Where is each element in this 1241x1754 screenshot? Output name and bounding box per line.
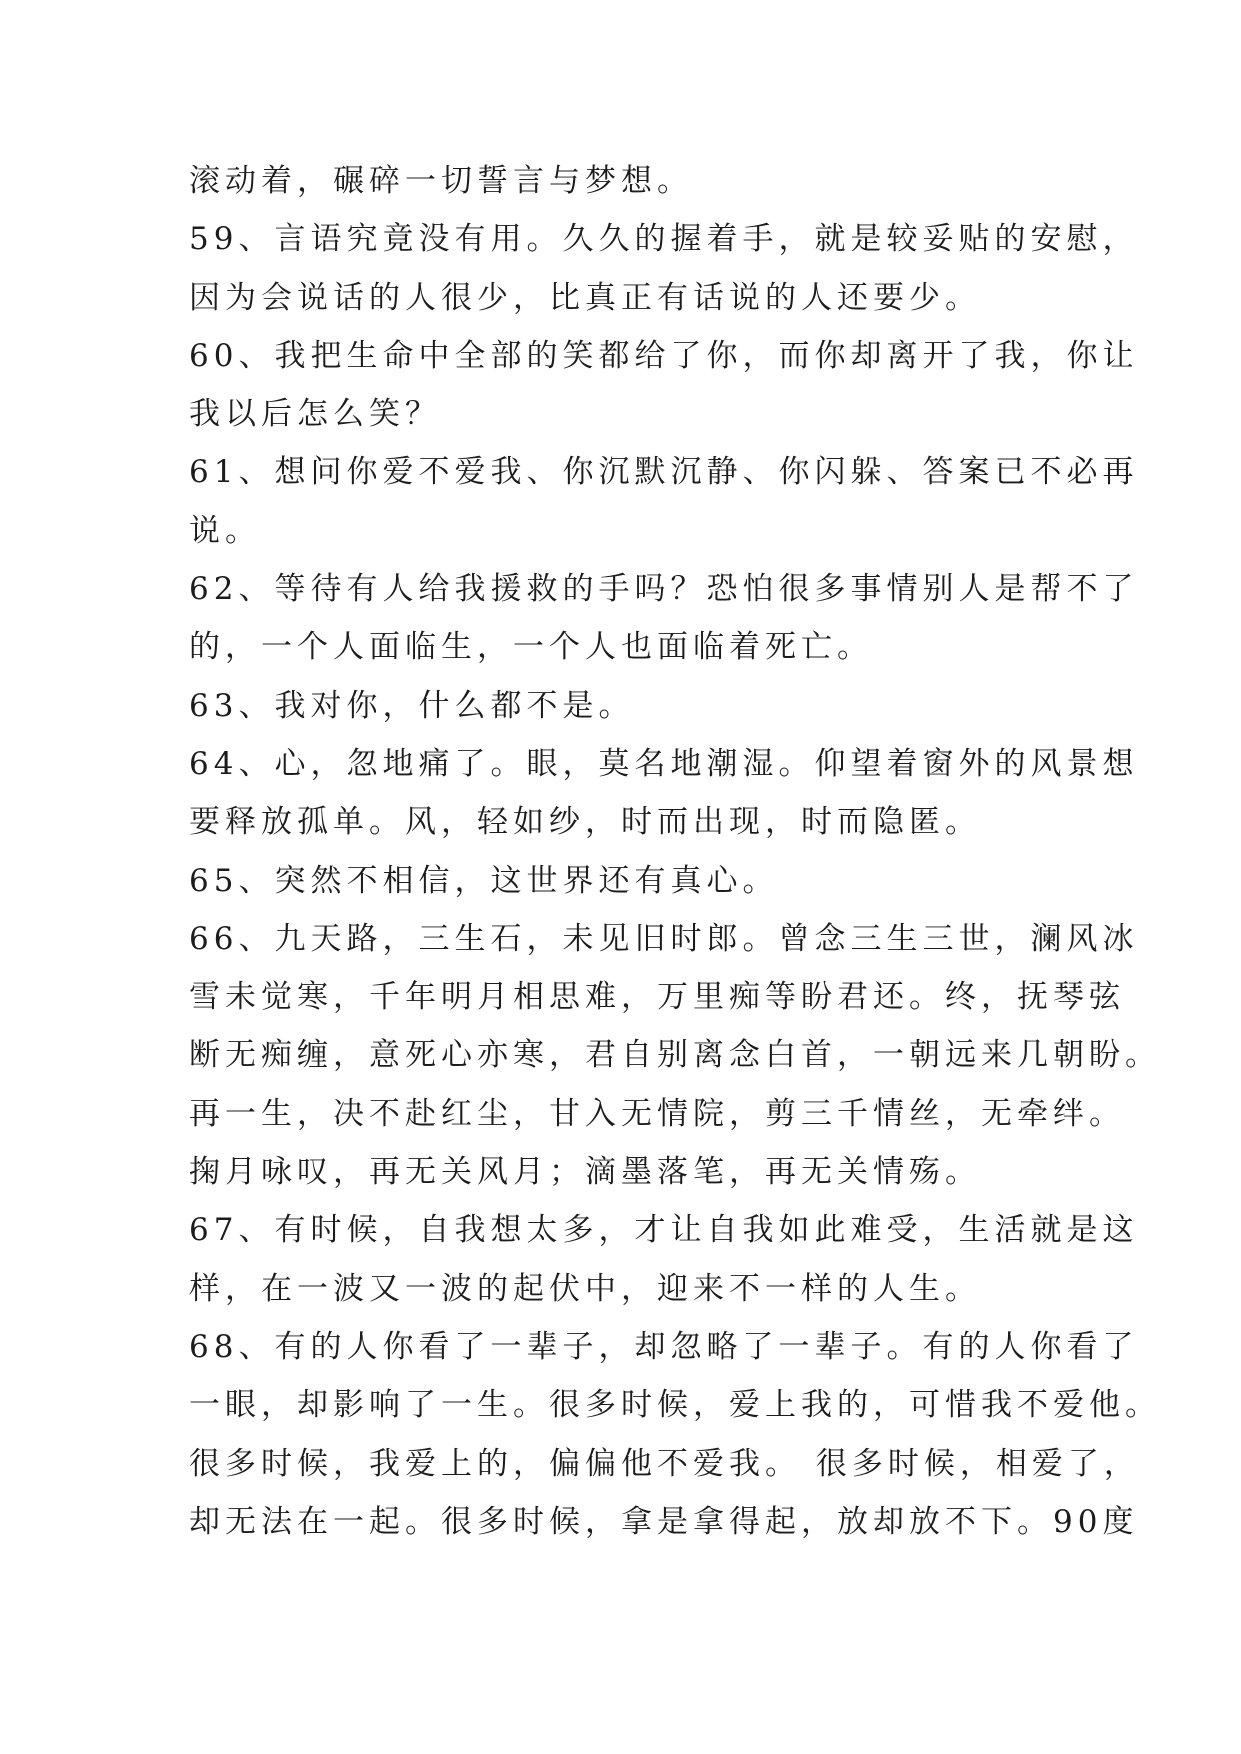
text-line: 再一生，决不赴红尘，甘入无情院，剪三千情丝，无牵绊。 [189,1095,1125,1132]
body-text [189,152,1161,1551]
text-line: 62、等待有人给我援救的手吗？恐怕很多事情别人是帮不了 [189,571,1139,608]
text-line: 66、九天路，三生石，未见旧时郎。曾念三生三世，澜风冰 [189,920,1139,957]
text-line: 却无法在一起。很多时候，拿是拿得起，放却放不下。90度 [189,1503,1139,1540]
text-line: 掬月咏叹，再无关风月；滴墨落笔，再无关情殇。 [189,1154,981,1191]
text-line: 因为会说话的人很少，比真正有话说的人还要少。 [189,279,981,316]
text-line: 雪未觉寒，千年明月相思难，万里痴等盼君还。终，抚琴弦 [189,979,1125,1016]
text-line: 64、心，忽地痛了。眼，莫名地潮湿。仰望着窗外的风景想 [189,745,1139,782]
text-line: 要释放孤单。风，轻如纱，时而出现，时而隐匿。 [189,804,981,841]
text-line: 65、突然不相信，这世界还有真心。 [189,862,779,899]
text-line: 63、我对你，什么都不是。 [189,687,635,724]
text-line: 很多时候，我爱上的，偏偏他不爱我。 很多时候，相爱了， [189,1445,1140,1482]
text-line: 滚动着，碾碎一切誓言与梦想。 [189,163,693,199]
text-line: 的，一个人面临生，一个人也面临着死亡。 [189,629,873,666]
text-line: 一眼，却影响了一生。很多时候，爱上我的，可惜我不爱他。 [189,1387,1161,1424]
text-line: 60、我把生命中全部的笑都给了你，而你却离开了我，你让 [189,337,1139,374]
text-line: 59、言语究竟没有用。久久的握着手，就是较妥贴的安慰， [189,221,1139,258]
text-line: 说。 [189,512,261,549]
text-line: 样，在一波又一波的起伏中，迎来不一样的人生。 [189,1270,981,1307]
text-line: 我以后怎么笑？ [189,396,441,433]
text-line: 67、有时候，自我想太多，才让自我如此难受，生活就是这 [189,1212,1139,1249]
text-line: 61、想问你爱不爱我、你沉默沉静、你闪躲、答案已不必再 [189,454,1139,491]
text-line: 断无痴缠，意死心亦寒，君自别离念白首，一朝远来几朝盼。 [189,1037,1161,1074]
text-line: 68、有的人你看了一辈子，却忽略了一辈子。有的人你看了 [189,1328,1139,1365]
